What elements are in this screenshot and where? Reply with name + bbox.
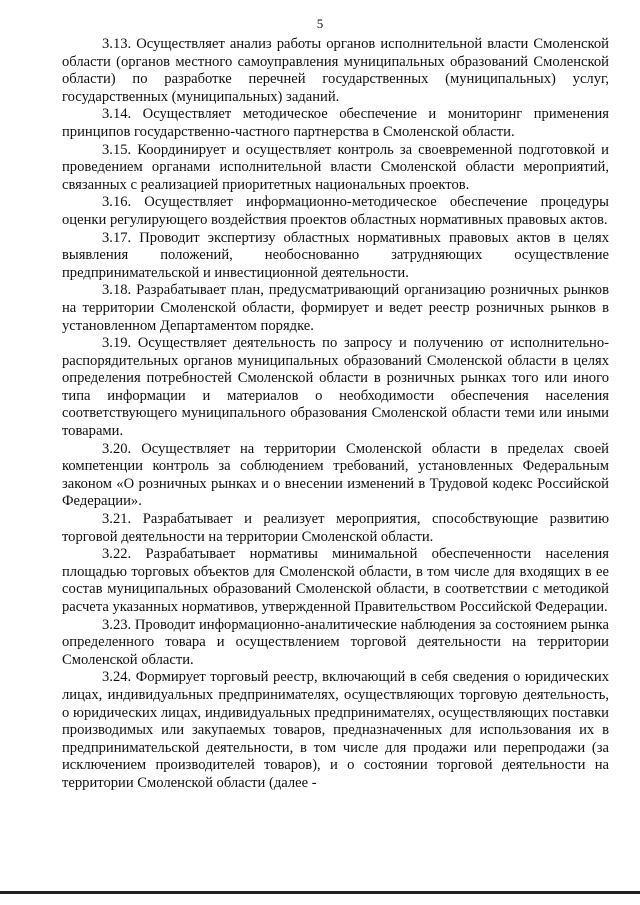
paragraph-3-19: 3.19. Осуществляет деятельность по запросу и получению от исполнительно-распорядительных органов муниципальных образований Смоленской области в целях определения потребностей Смоленской области в розничных рынках того или иного типа информации и материалов о необходимости обеспечения населения соответствующего муниципального образования Смоленской области теми или иными товарами. — [62, 335, 609, 440]
paragraph-3-23: 3.23. Проводит информационно-аналитические наблюдения за состоянием рынка определенного товара и осуществлением торговой деятельности на территории Смоленской области. — [62, 616, 609, 668]
paragraph-3-20: 3.20. Осуществляет на территории Смоленской области в пределах своей компетенции контроль за соблюдением требований, установленных Федеральным законом «О розничных рынках и о внесении изменений в Трудовой кодекс Российской Федерации». — [62, 440, 609, 510]
document-body — [62, 36, 609, 793]
paragraph-3-16: 3.16. Осуществляет информационно-методическое обеспечение процедуры оценки регулирующего воздействия проектов областных нормативных правовых актов. — [62, 194, 609, 228]
paragraph-3-15: 3.15. Координирует и осуществляет контроль за своевременной подготовкой и проведением органами исполнительной власти Смоленской области мероприятий, связанных с реализацией приоритетных национальных проектов. — [62, 141, 609, 193]
paragraph-3-22: 3.22. Разрабатывает нормативы минимальной обеспеченности населения площадью торговых объектов для Смоленской области, в том числе для входящих в ее состав муниципальных образований Смоленской области, в соответствии с методикой расчета указанных нормативов, утвержденной Правительством Российской Федерации. — [62, 546, 609, 615]
bottom-rule — [0, 891, 640, 894]
paragraph-3-17: 3.17. Проводит экспертизу областных нормативных правовых актов в целях выявления положений, необоснованно затрудняющих осуществление предпринимательской и инвестиционной деятельности. — [62, 229, 609, 281]
paragraph-3-21: 3.21. Разрабатывает и реализует мероприятия, способствующие развитию торговой деятельности на территории Смоленской области. — [62, 511, 609, 545]
paragraph-3-13: 3.13. Осуществляет анализ работы органов исполнительной власти Смоленской области (органов местного самоуправления муниципальных образований Смоленской области) по разработке перечней государственных (муниципальных) услуг, государственных (муниципальных) заданий. — [62, 36, 609, 105]
paragraph-3-18: 3.18. Разрабатывает план, предусматривающий организацию розничных рынков на территории Смоленской области, формирует и ведет реестр розничных рынков в установленном Департаментом порядке. — [62, 282, 609, 334]
page-number: 5 — [316, 16, 324, 31]
paragraph-3-24: 3.24. Формирует торговый реестр, включающий в себя сведения о юридических лицах, индивидуальных предпринимателях, осуществляющих торговую деятельность, о юридических лицах, индивидуальных предпринимателях, осуществляющих поставки производимых или закупаемых товаров, предназначенных для использования их в предпринимательской деятельности, в том числе для продажи или перепродажи (за исключением производителей товаров), и о состоянии торговой деятельности на территории Смоленской области (далее - — [62, 669, 609, 791]
paragraph-3-14: 3.14. Осуществляет методическое обеспечение и мониторинг применения принципов государственно-частного партнерства в Смоленской области. — [62, 106, 609, 140]
